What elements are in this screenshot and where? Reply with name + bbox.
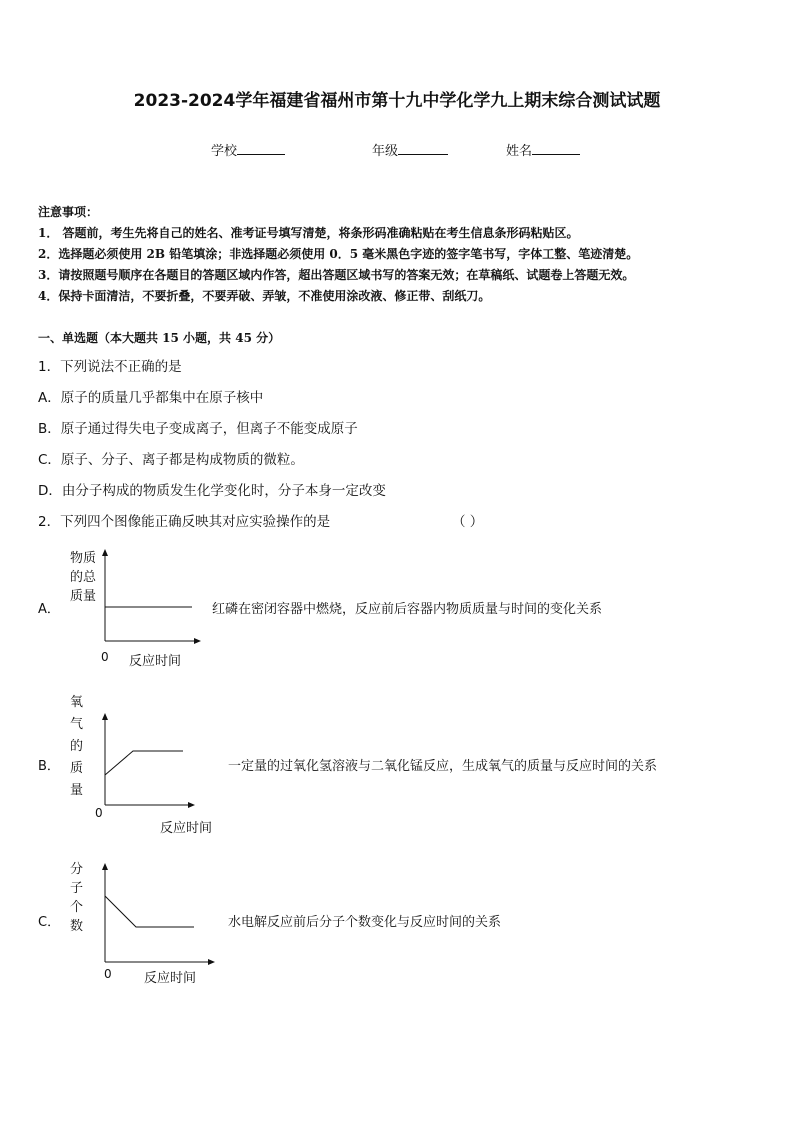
q2-option-b-label: B． [38,759,60,774]
q2-option-a-label: A． [38,602,60,617]
graph-c-ylabel-line: 分 [70,862,84,877]
graph-c-curve [105,896,194,927]
graph-a-ylabel-line: 的总 [70,570,97,585]
q1-option-d: D．由分子构成的物质发生化学变化时，分子本身一定改变 [38,483,386,499]
graph-b-ylabel-line: 的 [70,739,84,754]
school-label: 学校 [211,144,238,159]
graph-c-x-arrow [208,959,215,965]
q2-option-b-caption: 一定量的过氧化氢溶液与二氧化锰反应，生成氧气的质量与反应时间的关系 [228,759,658,774]
q1-option-b: B．原子通过得失电子变成离子，但离子不能变成原子 [38,421,358,437]
graph-c-y-arrow [102,863,108,870]
graph-a-ylabel-line: 物质 [70,551,97,566]
graph-c-ylabel-line: 个 [70,900,84,915]
grade-label: 年级 [372,144,399,159]
page-title: 2023-2024学年福建省福州市第十九中学化学九上期末综合测试试题 [133,91,661,111]
graph-a-xlabel: 反应时间 [129,654,182,669]
q2-option-c-label: C． [38,915,61,930]
q2-option-c-caption: 水电解反应前后分子个数变化与反应时间的关系 [228,915,502,930]
q1-stem: 1．下列说法不正确的是 [38,359,182,375]
q2-answer-bracket: （ ） [452,514,484,530]
notice-item: 1． 答题前，考生先将自己的姓名、准考证号填写清楚，将条形码准确粘贴在考生信息条形码粘贴区。 [38,226,579,240]
graph-c-origin: 0 [104,967,112,981]
section-heading: 一、单选题（本大题共 15 小题，共 45 分） [38,331,281,345]
notice-item: 4．保持卡面清洁，不要折叠，不要弄破、弄皱，不准使用涂改液、修正带、刮纸刀。 [38,289,491,303]
notice-item: 2．选择题必须使用 2B 铅笔填涂；非选择题必须使用 0．5 毫米黑色字迹的签字笔书写，字体工整、笔迹清楚。 [38,247,639,261]
graph-c-ylabel-line: 数 [70,919,84,934]
graph-c-ylabel-line: 子 [70,881,84,896]
graph-b-ylabel-line: 量 [70,783,84,798]
graph-b-xlabel: 反应时间 [160,821,213,836]
graph-a-origin: 0 [101,650,109,664]
q1-option-a: A．原子的质量几乎都集中在原子核中 [38,390,264,406]
q2-stem: 2．下列四个图像能正确反映其对应实验操作的是 [38,514,331,530]
q1-option-c: C．原子、分子、离子都是构成物质的微粒。 [38,452,304,468]
graph-c-xlabel: 反应时间 [144,971,197,986]
graph-b-ylabel-line: 氧 [70,695,84,710]
notice-heading: 注意事项： [38,205,99,219]
q2-option-a-caption: 红磷在密闭容器中燃烧，反应前后容器内物质质量与时间的变化关系 [212,602,603,617]
notice-item: 3．请按照题号顺序在各题目的答题区域内作答，超出答题区域书写的答案无效；在草稿纸、试题卷上答题无效。 [38,268,635,282]
name-label: 姓名 [506,144,533,159]
graph-b-origin: 0 [95,806,103,820]
graph-b-ylabel-line: 气 [70,717,84,732]
graph-a-ylabel-line: 质量 [70,589,97,604]
graph-b-ylabel-line: 质 [70,761,84,776]
